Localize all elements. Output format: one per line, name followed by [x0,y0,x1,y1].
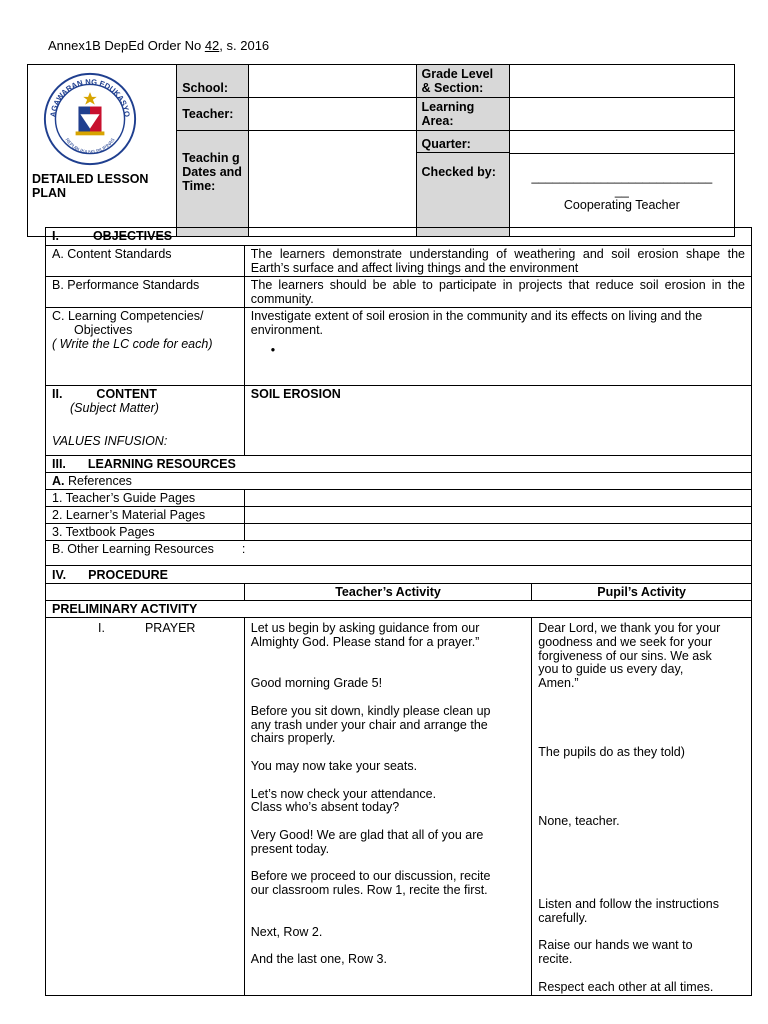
quarter-label: Quarter: [417,131,509,153]
teacher-activity-line: You may now take your seats. [250,758,418,773]
pupil-activity-line [538,856,745,870]
content-topic: SOIL EROSION [244,386,751,456]
references-row [46,473,752,490]
teacher-activity-line: our classroom rules. Row 1, recite the first. [250,883,488,898]
objectives-heading: I. OBJECTIVES [46,228,752,246]
content-standards-text: The learners demonstrate understanding of weathering and soil erosion shape the Earth’s surface and affect living things and the environment [244,246,751,277]
teachers-guide-value[interactable] [244,490,751,507]
teacher-activity-line [251,911,526,925]
checked-signature [510,154,734,212]
teacher-activity-line [251,938,526,952]
area-label: Learning Area: [416,98,509,131]
grade-label: Grade Level & Section: [416,65,509,98]
prayer-step [46,618,245,996]
order-number: 42 [204,38,220,53]
teacher-activity-line: Let’s now check your attendance. [250,786,437,801]
pupil-activity-line [538,704,745,718]
procedure-heading: IV. PROCEDURE [46,566,752,584]
pupil-activity-line: Raise our hands we want to [538,938,693,953]
teacher-activity-line [251,649,526,663]
pupil-activity-line [538,828,745,842]
pupil-activity-lines [538,621,745,994]
teacher-activity-line [251,745,526,759]
cooperating-teacher: Cooperating Teacher [563,198,680,212]
bullet-point: • [270,343,276,357]
pupil-activity-line [538,869,745,883]
textbook-label: 3. Textbook Pages [46,524,245,541]
pupil-activity-line: goodness and we seek for your [538,634,713,649]
pupil-activity-line [538,690,745,704]
teacher-activity-line [251,773,526,787]
quarter-checked-values [509,131,734,237]
competencies-text: Investigate extent of soil erosion in the community and its effects on living and the environment. [250,309,703,337]
content-standards-label: A. Content Standards [46,246,245,277]
references-label: References [67,474,132,488]
teacher-activity-line: Before we proceed to our discussion, recite [250,869,491,884]
teacher-activity-line: chairs properly. [250,731,336,746]
pupil-activity-line: Respect each other at all times. [538,979,714,994]
pupil-activity-line [538,966,745,980]
grade-value[interactable] [509,65,734,98]
other-resources-label: B. Other Learning Resources [52,542,214,556]
teacher-activity-line [251,690,526,704]
dates-label: Teachin g Dates and Time: [177,131,249,237]
teacher-activity-line: Good morning Grade 5! [250,676,383,691]
content-label-cell [46,386,245,456]
procedure-title: PROCEDURE [88,567,169,582]
annex-suffix: , s. 2016 [219,38,270,53]
teacher-activity-header: Teacher’s Activity [244,584,532,601]
teacher-activity-lines [251,621,526,966]
pupil-activity-line [538,842,745,856]
resources-title: LEARNING RESOURCES [87,457,236,471]
teacher-activity-line [251,814,526,828]
teacher-activity-cell [244,618,532,996]
competencies-label: C. Learning Competencies/ [52,309,204,323]
competencies-text-cell [244,308,751,386]
pupil-activity-line [538,925,745,939]
pupil-activity-cell [532,618,752,996]
quarter-value[interactable] [510,131,734,154]
teacher-label: Teacher: [177,98,249,131]
lesson-table [45,227,752,996]
signature-line: __________________________ [531,170,713,184]
pupil-activity-line [538,883,745,897]
pupil-activity-line: carefully. [538,910,588,925]
checked-label: Checked by: [421,165,496,179]
competencies-label-cell [46,308,245,386]
pupil-activity-line [538,759,745,773]
school-value[interactable] [249,65,416,98]
teacher-activity-line [251,897,526,911]
subject-matter: (Subject Matter) [70,401,159,415]
annex-header [48,38,269,53]
annex-prefix: Annex1B DepEd Order No [48,38,205,53]
logo-title-cell [28,65,177,237]
learners-material-value[interactable] [244,507,751,524]
school-label: School: [177,65,249,98]
values-infusion: VALUES INFUSION: [52,434,168,448]
pupil-activity-line: Listen and follow the instructions [538,896,719,911]
objectives-label: Objectives [74,323,133,337]
pupil-activity-line: recite. [538,952,573,967]
teacher-activity-line: Let us begin by asking guidance from our [250,621,480,635]
svg-text:REPUBLIKA NG PILIPINAS: REPUBLIKA NG PILIPINAS [63,137,117,156]
teacher-activity-line: Before you sit down, kindly please clean up [250,703,491,718]
pupil-activity-line: Dear Lord, we thank you for your [538,621,721,635]
other-resources-colon: : [241,542,246,556]
plan-title: DETAILED LESSON PLAN [32,172,149,200]
column-spacer [46,584,245,601]
lc-code-note: ( Write the LC code for each) [52,337,213,351]
signature-dash: __ [614,184,629,198]
textbook-value[interactable] [244,524,751,541]
performance-standards-text: The learners should be able to participate in projects that reduce soil erosion in the community. [244,277,751,308]
deped-seal-logo [42,71,138,167]
quarter-checked-cell [416,131,509,237]
pupil-activity-line: forgiveness of our sins. We ask [538,648,712,663]
pupil-activity-line [538,773,745,787]
area-value[interactable] [509,98,734,131]
pupil-activity-line: None, teacher. [538,814,620,829]
resources-heading: III. LEARNING RESOURCES [46,456,752,473]
teacher-activity-line: present today. [250,841,330,856]
pupil-activity-line: you to guide us every day, [538,662,684,677]
svg-text:KAGAWARAN NG EDUKASYON: AGAWARAN NG EDUKASYO [48,77,132,118]
prayer-num: I. [98,621,105,635]
content-heading: CONTENT [96,387,157,401]
other-resources-row [46,541,752,566]
content-num: II. [52,387,63,401]
pupil-activity-header: Pupil’s Activity [532,584,752,601]
teacher-activity-line: Very Good! We are glad that all of you are [250,827,484,842]
pupil-activity-line: Amen.” [538,676,579,691]
pupil-activity-line [538,800,745,814]
learners-material-label: 2. Learner’s Material Pages [46,507,245,524]
objectives-title: OBJECTIVES [92,229,173,243]
teachers-guide-label: 1. Teacher’s Guide Pages [46,490,245,507]
header-table [27,64,735,237]
performance-standards-label: B. Performance Standards [46,277,245,308]
pupil-activity-line [538,787,745,801]
dates-value[interactable] [249,131,416,237]
teacher-activity-line: Next, Row 2. [250,924,323,939]
pupil-activity-line [538,718,745,732]
teacher-value[interactable] [249,98,416,131]
teacher-activity-line: And the last one, Row 3. [250,952,387,967]
pupil-activity-line [538,731,745,745]
teacher-activity-line [251,856,526,870]
references-letter: A. [52,474,65,488]
prayer-label: PRAYER [144,621,196,635]
teacher-activity-line: Class who’s absent today? [250,800,400,815]
pupil-activity-line: The pupils do as they told) [538,745,685,760]
teacher-activity-line: Almighty God. Please stand for a prayer.” [250,634,480,649]
teacher-activity-line: any trash under your chair and arrange the [250,717,488,732]
teacher-activity-line [251,662,526,676]
preliminary-activity: PRELIMINARY ACTIVITY [46,601,752,618]
